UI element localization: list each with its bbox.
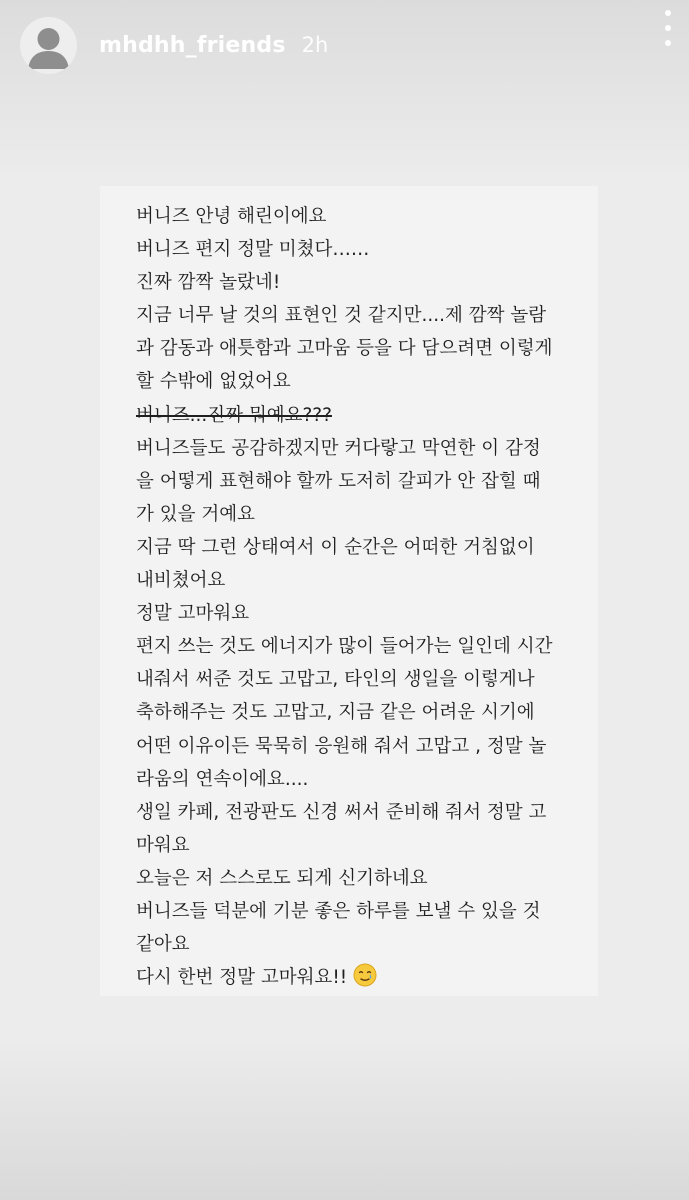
letter-line: 편지 쓰는 것도 에너지가 많이 들어가는 일인데 시간 <box>136 636 553 658</box>
letter-closing-line <box>136 961 576 994</box>
letter-line: 버니즈 안녕 해린이에요 <box>136 206 327 227</box>
letter-line: 가 있을 거예요 <box>136 503 255 525</box>
letter-line: 과 감동과 애틋함과 고마움 등을 다 담으려면 이렇게 <box>136 338 553 360</box>
letter-line: 라움의 연속이에요.... <box>136 768 309 790</box>
letter-line: 오늘은 저 스스로도 되게 신기하네요 <box>136 867 428 889</box>
letter-line: 어떤 이유이든 묵묵히 응원해 줘서 고맙고 , 정말 놀 <box>136 735 547 757</box>
letter-line: 할 수밖에 없었어요 <box>136 371 291 393</box>
letter-line: 내비쳤어요 <box>136 570 226 592</box>
letter-line: 마워요 <box>136 834 190 856</box>
profile-avatar[interactable] <box>20 17 77 74</box>
letter-line: 생일 카페, 전광판도 신경 써서 준비해 줘서 정말 고 <box>136 801 547 823</box>
letter-line: 지금 딱 그런 상태여서 이 순간은 어떠한 거침없이 <box>136 536 535 558</box>
letter-text <box>136 200 576 994</box>
letter-line: 지금 너무 날 것의 표현인 것 같지만....제 깜짝 놀람 <box>136 305 547 327</box>
post-timestamp: 2h <box>301 33 329 57</box>
bottom-gradient <box>0 1040 689 1200</box>
teary-smile-emoji-icon <box>353 963 377 987</box>
letter-closing-text: 다시 한번 정말 고마워요!! <box>136 967 348 989</box>
username[interactable]: mhdhh_friends <box>99 32 286 58</box>
letter-line: 축하해주는 것도 고맙고, 지금 같은 어려운 시기에 <box>136 702 535 724</box>
story-header <box>20 16 670 74</box>
letter-line: 버니즈들도 공감하겠지만 커다랗고 막연한 이 감정 <box>136 437 541 459</box>
letter-line: 정말 고마워요 <box>136 603 250 625</box>
letter-line: 같아요 <box>136 934 190 956</box>
letter-line: 을 어떻게 표현해야 할까 도저히 갈피가 안 잡힐 때 <box>136 470 541 492</box>
letter-line: 버니즈들 덕분에 기분 좋은 하루를 보낼 수 있을 것 <box>136 900 541 922</box>
letter-line: 버니즈 편지 정말 미쳤다…… <box>136 239 370 261</box>
letter-line: 내줘서 써준 것도 고맙고, 타인의 생일을 이렇게나 <box>136 669 535 691</box>
letter-line-strikethrough: 버니즈...진짜 뭐예요??? <box>136 404 332 426</box>
letter-line: 진짜 깜짝 놀랐네! <box>136 272 281 294</box>
vertical-ellipsis-icon[interactable] <box>661 10 675 46</box>
default-avatar-icon <box>20 17 77 74</box>
